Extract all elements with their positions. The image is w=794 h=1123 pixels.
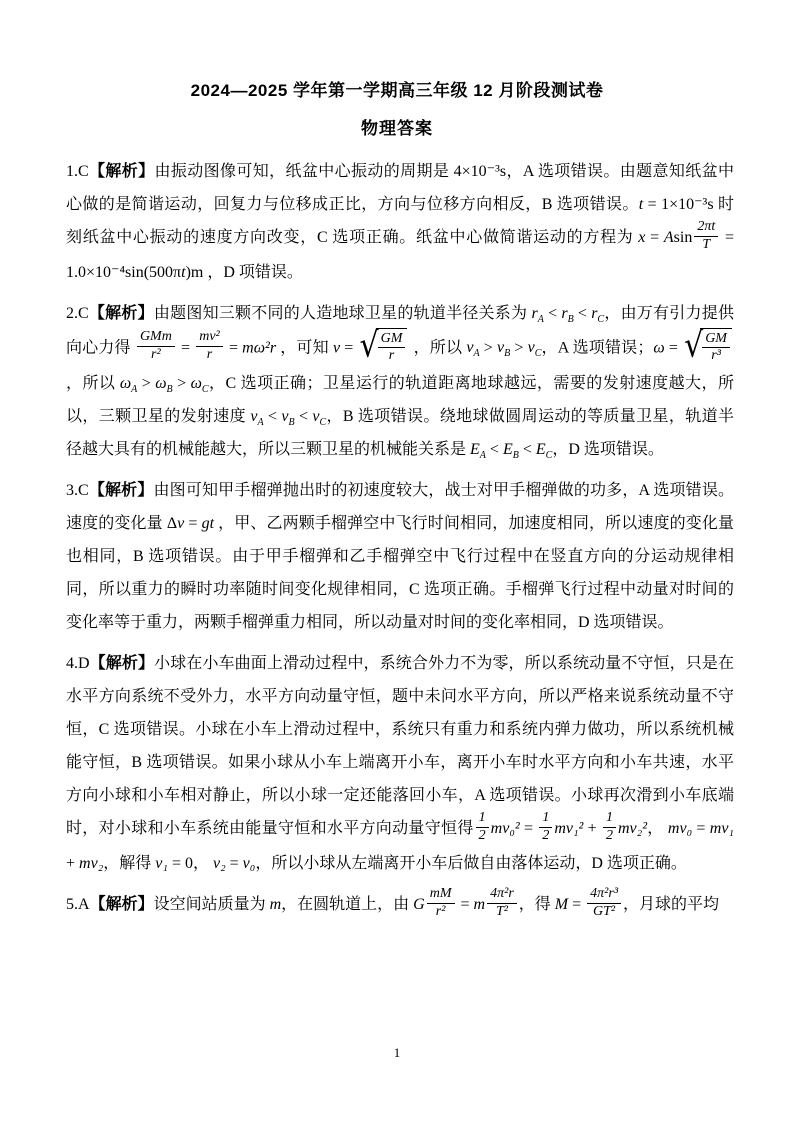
math-variable-subscript: $r_B$ [561, 304, 574, 325]
radical-sign: √ [359, 325, 379, 366]
text-run: = [568, 895, 586, 913]
math-variable: mv₁ [709, 820, 734, 838]
math-variable: v [332, 339, 341, 357]
math-variable-subscript: $E_B$ [502, 441, 519, 462]
analysis-marker: 【解析】 [88, 482, 154, 500]
answer-item-3 [66, 474, 734, 639]
text-run: ，B 选项错误。绕地球做圆周运动的等质量卫星，轨道半径越大具有的机械能越大，所以三颗卫星的机械能关系是 [66, 408, 734, 459]
analysis-marker: 【解析】 [88, 304, 154, 322]
math-variable: v [177, 515, 185, 533]
page-number: 1 [393, 1045, 401, 1060]
text-run: 小球在小车曲面上滑动过程中，系统合外力不为零，所以系统动量不守恒，只是在水平方向系统不受外力，水平方向动量守恒，题中未问水平方向，所以严格来说系统动量不守恒，C 选项错误。小球在小车上滑动过程中，系统只有重力和系统内弹力做功，所以系统机械能守恒，B 选项错误。如果小球从小车上端离开小车，离开小车时水平方向和小车共速，水平方向小球和小车相对静止，所以小球一定还能落回小车，A 选项错误。小球再次滑到小车底端时，对小球和小车系统由能量守恒和水平方向动量守恒得 [66, 655, 734, 838]
text-run: ，所以 [409, 339, 467, 357]
fraction: $\frac{\text{4π²r³}}{\text{GT²}}$ [587, 886, 621, 921]
text-run: = [664, 339, 683, 357]
answer-number: 3.C [66, 482, 89, 500]
answer-number: 2.C [66, 304, 89, 322]
math-variable: mv₂² [617, 820, 647, 838]
text-run: ，在圆轨道上，由 [281, 895, 414, 913]
text-run: = 1×10⁻³s 时刻纸盆中心振动的速度方向改变，C 选项正确。纸盆中心做简谐运动的方程为 [66, 196, 734, 246]
document-title: 2024—2025 学年第一学期高三年级 12 月阶段测试卷 [190, 81, 604, 100]
math-variable: mv₁² [554, 820, 584, 838]
text-run: = [456, 895, 474, 913]
text-run: > [510, 339, 528, 357]
document-subtitle: 物理答案 [361, 119, 433, 138]
math-variable: mv₀ [667, 820, 693, 838]
math-variable: v₁ [155, 854, 168, 872]
text-run: 由振动图像可知，纸盆中心振动的周期是 4×10⁻³s，A 选项错误。由题意知纸盆中心做的是简谐运动，回复力与位移成正比，方向与位移方向相反，B 选项错误。 [66, 163, 734, 213]
math-variable: m [473, 895, 486, 913]
math-variable: v₂ [212, 854, 226, 872]
fraction: $\frac{GM}{\text{r³}}$ [702, 331, 730, 366]
document-header [0, 0, 794, 139]
math-variable-subscript: $r_C$ [591, 304, 605, 325]
text-run: ，D 选项错误。 [552, 441, 664, 459]
answer-item-2 [66, 297, 734, 467]
math-variable-subscript: $E_A$ [470, 441, 486, 462]
square-root [359, 325, 408, 366]
text-run: ，解得 [103, 854, 156, 872]
text-run: ，A 选项错误； [541, 339, 654, 357]
text-run: 设空间站质量为 [153, 895, 270, 913]
math-variable: mω²r [242, 339, 277, 357]
math-variable: t [181, 263, 186, 281]
math-variable: mv₂ [79, 854, 104, 872]
text-run: ， [646, 820, 668, 838]
text-run: = [645, 229, 664, 246]
fraction: $\frac{\text{4π²r}}{\text{T²}}$ [487, 886, 517, 921]
math-variable: m [269, 895, 282, 913]
fraction: $\frac{GM}{r}$ [378, 331, 406, 366]
text-run: = [225, 854, 243, 872]
math-variable-subscript: $v_C$ [312, 408, 327, 429]
answer-number: 4.D [66, 655, 90, 673]
text-run: ，所以小球从左端离开小车后做自由落体运动，D 选项正确。 [255, 854, 687, 872]
fraction: $\frac{mM}{\text{r²}}$ [427, 886, 455, 921]
square-root [684, 325, 732, 366]
analysis-marker: 【解析】 [89, 655, 155, 673]
math-variable-subscript: $\omega_A$ [119, 375, 138, 396]
answer-number: 5.A [66, 895, 90, 913]
text-run: ，可知 [276, 339, 333, 357]
text-run: = 0， [167, 854, 213, 872]
text-run: < [294, 408, 313, 426]
radical-sign: √ [684, 325, 704, 366]
math-variable: A [663, 229, 674, 246]
text-run: )m ，D 项错误。 [185, 263, 303, 281]
math-variable: x [638, 229, 646, 246]
answer-number: 1.C [66, 163, 89, 180]
analysis-marker: 【解析】 [89, 895, 154, 913]
text-run: ，甲、乙两颗手榴弹空中飞行时间相同，加速度相同，所以速度的变化量也相同，B 选项错误。由于甲手榴弹和乙手榴弹空中飞行过程中在竖直方向的分运动规律相同，所以重力的瞬时功率随时间变化规律相同，C 选项正确。手榴弹飞行过程中动量对时间的变化率等于重力，两颗手榴弹重力相同，所以动量对时间的变化率相同，D 选项错误。 [66, 515, 734, 632]
text-run: < [485, 441, 503, 459]
text-run: ，C 选项正确；卫星运行的轨道距离地球越远，需要的发射速度越大，所以，三颗卫星的发射速度 [66, 375, 734, 426]
analysis-marker: 【解析】 [88, 163, 155, 180]
math-variable-subscript: $E_C$ [535, 441, 553, 462]
answer-item-1 [66, 155, 734, 289]
text-run: sin [673, 229, 693, 246]
text-run: = [184, 515, 202, 533]
fraction: $\frac{\text{GMm}}{\text{r²}}$ [137, 329, 175, 364]
text-run: + [66, 854, 80, 872]
math-variable-subscript: $v_B$ [496, 339, 511, 360]
text-run: = [340, 339, 358, 357]
text-run: + [583, 820, 601, 838]
math-variable-subscript: $r_A$ [531, 304, 544, 325]
text-run: ，所以 [66, 375, 120, 393]
math-variable-subscript: $v_A$ [250, 408, 264, 429]
math-variable-subscript: $\omega_C$ [190, 375, 209, 396]
text-run: = [692, 820, 710, 838]
text-run: > [479, 339, 497, 357]
text-run: < [263, 408, 282, 426]
text-run: = 1.0×10⁻⁴sin(500π [66, 229, 734, 281]
text-run: = [176, 339, 195, 357]
text-run: 由题图知三颗不同的人造地球卫星的轨道半径关系为 [153, 304, 532, 322]
text-run: < [518, 441, 536, 459]
math-variable-subscript: $v_C$ [527, 339, 542, 360]
math-variable-subscript: $v_B$ [281, 408, 295, 429]
fraction: $\frac{1}{2}$ [539, 810, 552, 845]
text-run: < [573, 304, 592, 322]
fraction: $\frac{2\pi t}{T}$ [694, 219, 718, 254]
math-variable: ω [653, 339, 665, 357]
text-run: > [172, 375, 191, 393]
text-run: < [543, 304, 562, 322]
text-run: 由图可知甲手榴弹抛出时的初速度较大，战士对甲手榴弹做的功多，A 选项错误。速度的变化量 Δ [66, 482, 734, 533]
fraction: $\frac{1}{2}$ [476, 810, 489, 845]
math-variable: gt [201, 515, 215, 533]
text-run: ，月球的平均 [623, 895, 720, 913]
text-run: > [137, 375, 156, 393]
answer-item-4 [66, 647, 734, 880]
text-run: ，由万有引力提供向心力得 [66, 304, 734, 357]
answer-item-5 [66, 885, 734, 923]
fraction: $\frac{1}{2}$ [603, 810, 616, 845]
math-variable-subscript: $v_A$ [466, 339, 480, 360]
math-variable-subscript: $\omega_B$ [155, 375, 173, 396]
math-variable: M [554, 895, 569, 913]
answers [0, 139, 794, 923]
math-variable: mv₀² [490, 820, 520, 838]
text-run: = [224, 339, 243, 357]
text-run: ，得 [518, 895, 555, 913]
math-variable: v₀ [242, 854, 256, 872]
math-variable: t [638, 196, 644, 213]
fraction: $\frac{\text{mv²}}{r}$ [196, 329, 223, 364]
text-run: = [519, 820, 538, 838]
math-variable: G [413, 895, 425, 913]
